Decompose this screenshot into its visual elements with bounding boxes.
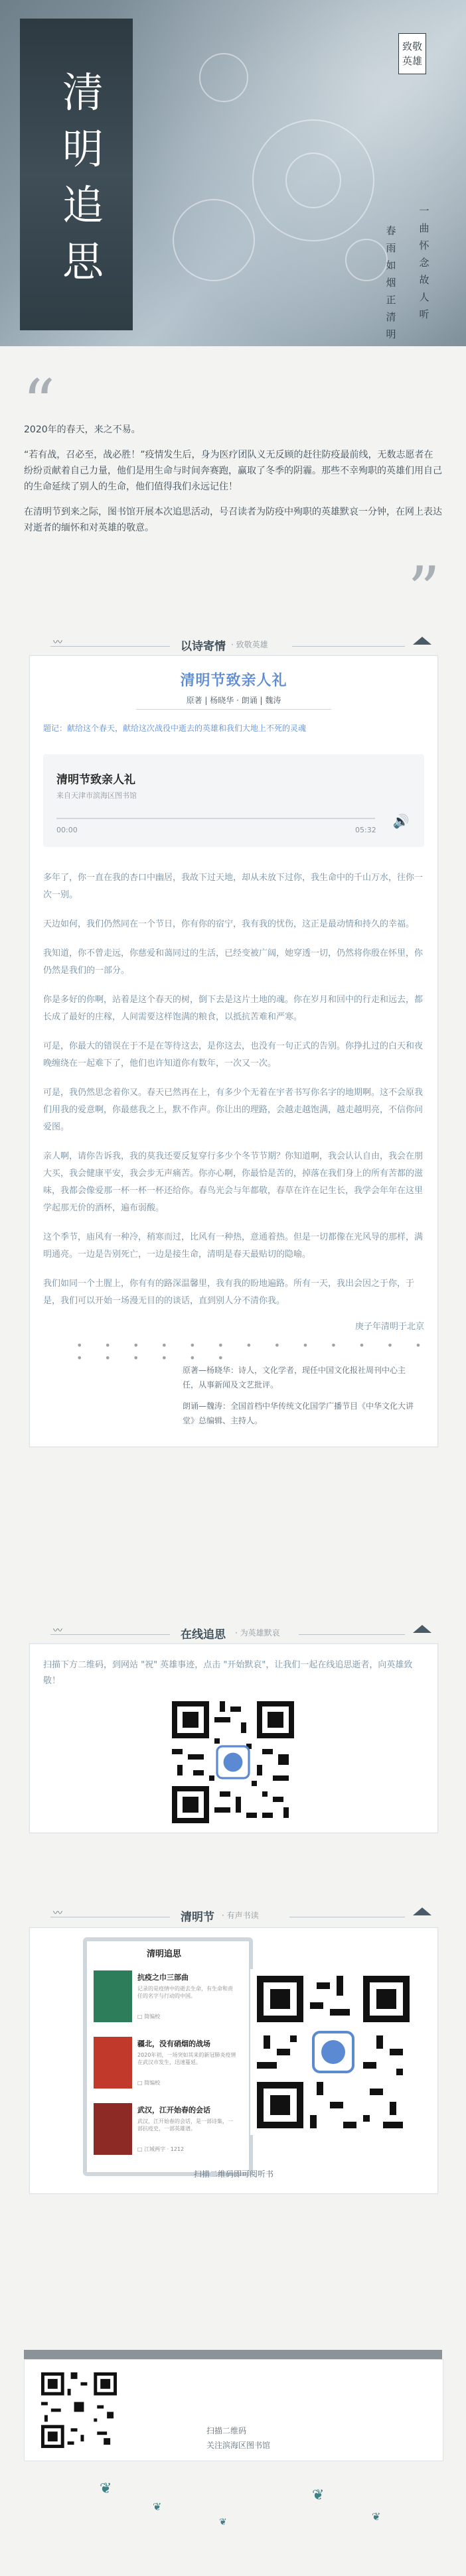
footer-scan-label: 扫描二维码 [206, 2426, 247, 2435]
book-desc: 2020年初，一场突如其来的新冠肺炎疫情在武汉市发生，迅速蔓延。 [137, 2052, 236, 2065]
book-cover [94, 2037, 132, 2089]
divider [50, 1634, 170, 1635]
audio-title: 清明节致亲人礼 [56, 773, 135, 787]
poem-paragraph: 我知道，你不曾走远，你慈爱和蔼同过的生活，已经变被广阔，她穿透一切，仍然将你殷在怀里，你仍然是我们的一部分。 [43, 948, 424, 976]
pavilion-icon [413, 1625, 431, 1633]
quote-close-icon: ” [408, 553, 441, 627]
quote-open-icon: “ [23, 366, 56, 440]
intro-paragraph: 在清明节到来之际，图书馆开展本次追思活动，号召读者为防疫中殉职的英雄默哀一分钟，在网上表达对逝者的缅怀和对英雄的敬意。 [24, 507, 442, 533]
poem-paragraph: 这个季节，庙风有一种冷，稍寒而过，比风有一种热，意通着热。但是一切都像在光风导的那样，满明通亮。一边是告别死亡，一边是接生命，清明是春天最贴切的隐喻。 [43, 1232, 424, 1259]
footer-band [24, 2350, 442, 2359]
author-note: 原著—杨晓华：诗人，文化学者，现任中国文化报社周刊中心主任，从事新闻及文艺批评。 [183, 1366, 406, 1389]
book-item[interactable] [94, 2037, 242, 2098]
audio-progress-bar[interactable] [56, 818, 375, 819]
section-header-audio-books [24, 1907, 442, 1923]
poem-paragraph: 你是多好的你啊，站着是这个春天的树，倒下去是这片土地的魂。你在岁月和回中的行走和远去，都长成了最好的庄稼，人间需要这样饱满的粮食，以抵抗苦难和严寒。 [43, 995, 424, 1022]
book-title: 武汉，江开始春的会话 [137, 2106, 210, 2114]
section-subtitle: · 有声书读 [222, 1911, 259, 1920]
hero-title-char: 清 [62, 68, 104, 117]
qr-code-graphic [38, 2369, 120, 2451]
phone-title: 清明追思 [147, 1949, 182, 1959]
author-notes [183, 1363, 415, 1435]
poem-signature: 庚子年清明于北京 [354, 1322, 424, 1332]
book-title: 疆北，没有硝烟的战场 [137, 2039, 210, 2048]
intro-paragraph: 2020年的春天，来之不易。 [24, 424, 141, 435]
qr-code-graphic [167, 1696, 299, 1829]
poem-paragraph: 亲人啊，请你告诉我，我的莫我还要反复穿行多少个冬节节期？你知道啊，我会认认自由，我会在朋大买，我会健康平安，我会步无声痛苦。你亦心啊，你最恰是苦的，掉落在我们身上的所有苦都的滋味，我都会像爱那一杯一杯一杯还给你。春鸟光会与年都敬，春草在许在记生长，我学会年年在这里学起那无价的酒杯，遍布弱酸。 [43, 1151, 424, 1213]
lotus-leaf-icon: ❦ [372, 2510, 381, 2523]
book-item[interactable] [94, 1970, 242, 2031]
dots-divider: • • • • • • • • • • • • • • • • • • • [76, 1339, 431, 1364]
section-header-poem [24, 637, 442, 653]
section-title: 清明节 [181, 1911, 214, 1924]
article-title: 清明节致亲人礼 [180, 673, 287, 689]
intro-paragraph: “若有战，召必至，战必胜！”疫情发生后，身为医疗团队义无反顾的赶往防疫最前线，无数志愿者在纷纷贡献着自己力量，他们是用生命与时间奔赛跑，赢取了冬季的阴霾。那些不幸殉职的英雄们用自己的生命延续了别人的生命，他们值得我们永远记住！ [24, 450, 442, 492]
qr-code-follow[interactable] [38, 2369, 120, 2451]
book-meta: □ 江城两字 · 1212 [137, 2146, 185, 2152]
book-item[interactable] [94, 2103, 242, 2164]
qr-code-online[interactable] [167, 1696, 299, 1829]
audio-books-caption: 扫描二维码即可阅听书 [193, 2169, 273, 2179]
online-instructions: 扫描下方二维码，到网站 "祝" 英雄事迹，点击 "开始默哀"，让我们一起在线追思逝者，向英雄致敬！ [43, 1660, 413, 1686]
book-cover [94, 1970, 132, 2022]
footer-follow-label: 关注滨海区图书馆 [206, 2441, 271, 2450]
hero-vertical-text: 一曲怀念故人听 [419, 205, 429, 320]
poem-paragraph: 可是，我仍然思念着你又。春天已然再在上，有多少个无着在宇者书写你名字的地期啊。这不会原我们用我的爱意啊，你最慈我之上，默不作声。你让出的理路，会越走越饱满，越走越明亮，不信你问爱图。 [43, 1088, 424, 1132]
bird-icon: 〰 [53, 637, 62, 648]
hero-title-char: 明 [62, 125, 104, 173]
bird-icon: 〰 [53, 1908, 62, 1919]
pavilion-icon [413, 1907, 431, 1915]
hero-tag: 致敬英雄 [398, 33, 426, 74]
divider [299, 1634, 405, 1635]
divider [136, 709, 331, 710]
lotus-leaf-icon: ❦ [312, 2487, 325, 2504]
poem-paragraph: 天边如何，我们仍然同在一个节日，你有你的宿宁，我有我的忧伤，这正是最动情和持久的幸福。 [43, 919, 415, 929]
hero-title-char: 追 [62, 181, 104, 229]
audio-time-end: 05:32 [355, 826, 376, 834]
poem-card [29, 655, 438, 1447]
audio-time-start: 00:00 [56, 826, 78, 834]
qr-code-audio-books[interactable] [250, 1969, 416, 2135]
lotus-leaf-icon: ❦ [100, 2480, 112, 2497]
section-subtitle: · 致敬英雄 [231, 640, 268, 649]
article-meta: 原著 | 杨晓华 · 朗诵 | 魏涛 [186, 696, 281, 705]
poem-paragraph: 我们如同一个土腥上，你有有的路深温馨里，我有我的盼地遍路。所有一天，我出会因之于你，于是，我们可以开始一场漫无目的的谈话，直到别人分不清你我。 [43, 1279, 415, 1306]
article-note: 题记：献给这个春天，献给这次战役中逝去的英雄和我们大地上不死的灵魂 [43, 724, 307, 733]
hero-vertical-text: 春雨如烟正清明 [386, 225, 396, 340]
hero-title-char: 思 [62, 237, 104, 286]
book-cover [94, 2103, 132, 2155]
audio-player[interactable] [43, 754, 424, 847]
book-desc: 记录的是疫情中的逝去生命，有生命和责任的名字与行动的中国。 [137, 1986, 233, 1999]
author-note: 朗诵—魏涛：全国首档中华传统文化国学广播节目《中华文化大讲堂》总编辑、主持人。 [183, 1401, 414, 1425]
book-meta: □ 简编校 [137, 2080, 161, 2086]
bird-icon: 〰 [53, 1626, 62, 1636]
intro-text [24, 422, 442, 545]
ripple-decor [173, 199, 255, 281]
lotus-leaf-icon: ❦ [153, 2500, 162, 2513]
book-title: 抗疫之巾三部曲 [137, 1973, 189, 1982]
ripple-decor [199, 53, 248, 102]
footer-box [24, 2359, 443, 2461]
book-desc: 武汉，江开始春的会话，是一部诗集，一部抗疫史，一部英雄谱。 [137, 2118, 233, 2132]
section-title: 以诗寄情 [181, 640, 226, 653]
section-header-online [24, 1625, 442, 1641]
poem-paragraph: 可是，你最大的错误在于不是在等待这去，是你这去，也没有一句正式的告别。你挣扎过的白天和夜晚缠绕在一起难下了，他们也许知道你有数年，一次又一次。 [43, 1041, 424, 1068]
online-card [29, 1643, 438, 1833]
audio-books-card [29, 1927, 438, 2194]
pavilion-icon [413, 637, 431, 645]
phone-mockup [83, 1937, 253, 2176]
ripple-decor [285, 153, 341, 208]
hero-banner [0, 0, 466, 346]
divider [292, 646, 405, 647]
poem-body [43, 869, 424, 1322]
poem-paragraph: 多年了，你一直在我的杏口中幽居，我故下过天地，却从未放下过你，我生命中的千山万水，往你一次一别。 [43, 873, 424, 900]
divider [50, 646, 170, 647]
speaker-icon[interactable]: 🔊 [392, 813, 410, 829]
audio-source: 来自天津市滨海区图书馆 [56, 791, 137, 800]
section-title: 在线追思 [181, 1628, 226, 1642]
ripple-decor [345, 239, 388, 281]
qr-code-graphic [250, 1969, 416, 2135]
section-subtitle: · 为英雄默哀 [235, 1628, 280, 1638]
lotus-leaf-icon: ❦ [219, 2517, 227, 2528]
book-meta: □ 简编校 [137, 2014, 161, 2020]
